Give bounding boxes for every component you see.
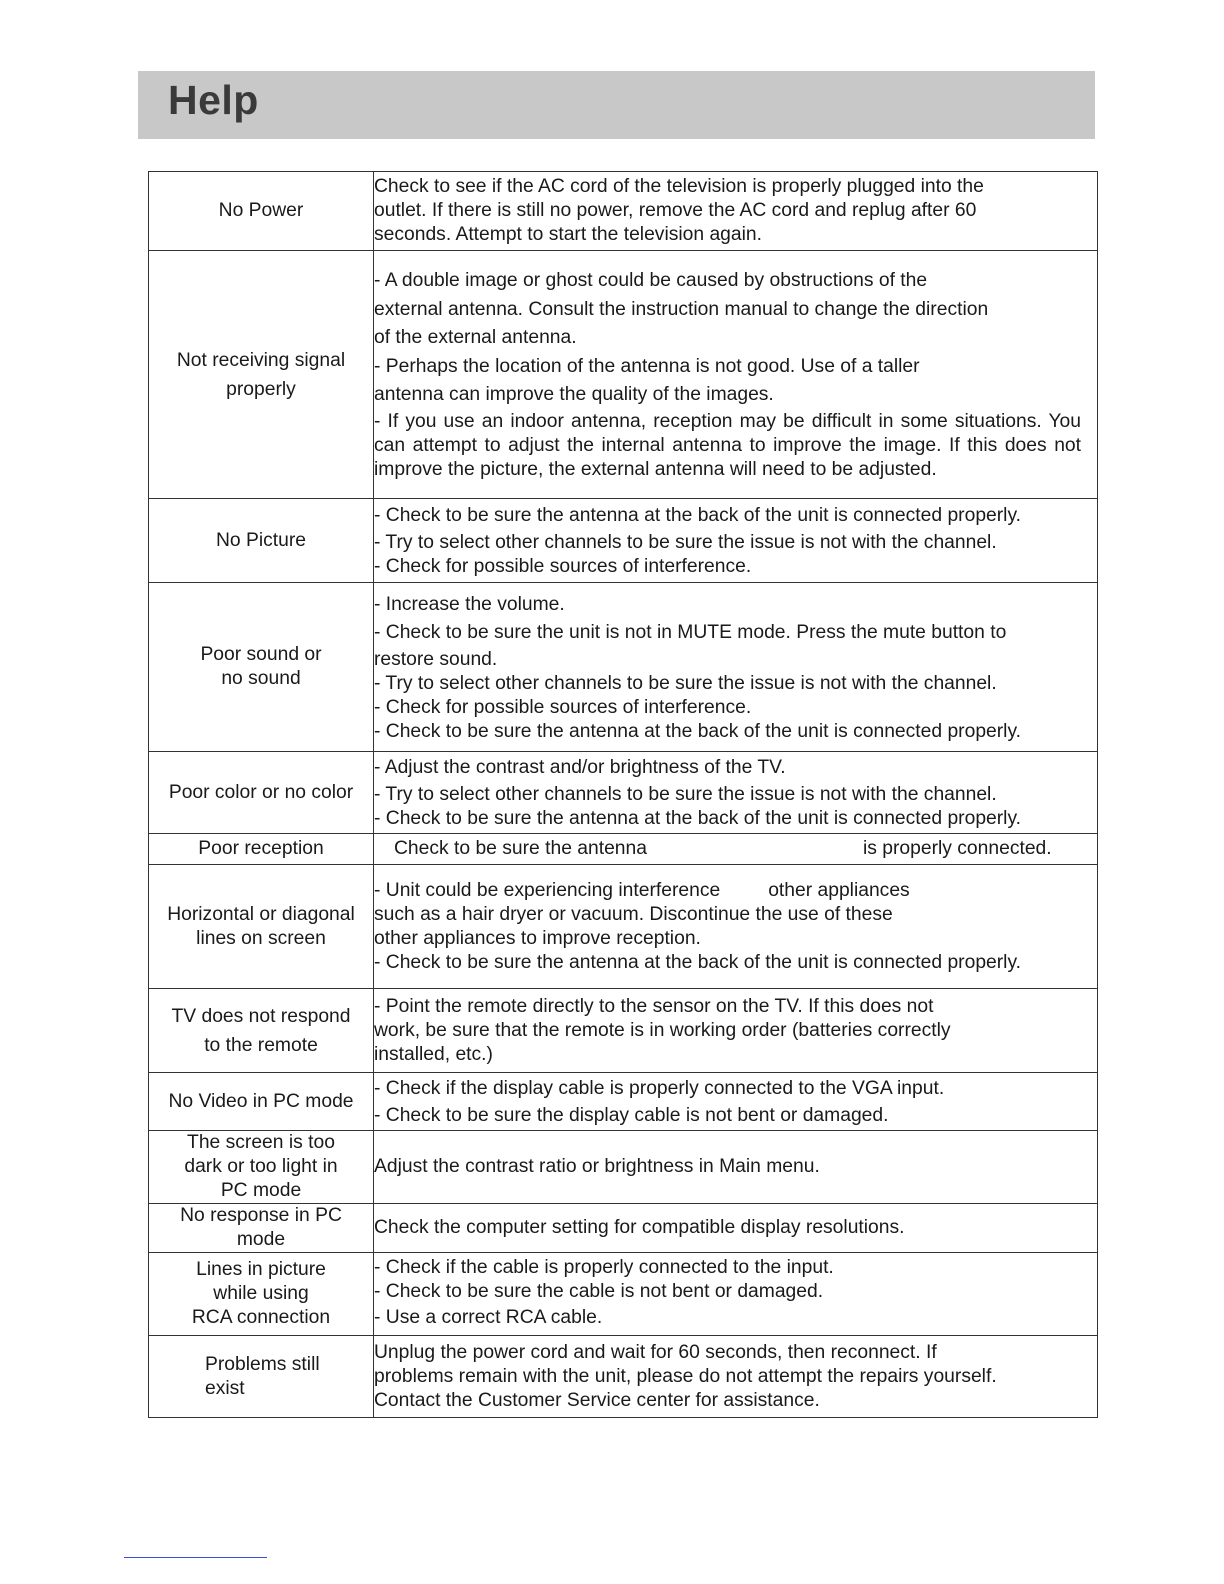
solution-text: Check to see if the AC cord of the television is properly plugged into the (374, 176, 984, 197)
solution-text: installed, etc.) (374, 1043, 493, 1065)
solution-line (394, 837, 1097, 861)
table-row (149, 834, 1098, 865)
problem-cell (149, 834, 374, 865)
problem-cell (149, 1204, 374, 1253)
solution-text: other appliances (768, 879, 910, 901)
solution-cell (374, 1336, 1098, 1418)
problem-cell (149, 172, 374, 251)
solution-text: - Use a correct RCA cable. (374, 1306, 603, 1328)
solution-text: - Check if the cable is properly connected to the input. (374, 1256, 834, 1278)
solution-text: - Check for possible sources of interference. (374, 696, 752, 718)
solution-text: of the external antenna. (374, 327, 577, 349)
table-row (149, 989, 1098, 1073)
problem-text: to the remote (204, 1034, 318, 1056)
solution-text: such as a hair dryer or vacuum. Discontinue the use of these (374, 903, 893, 925)
problem-text: Lines in picture (196, 1259, 326, 1280)
problem-cell (149, 1336, 374, 1418)
problem-text: dark or too light in (184, 1156, 338, 1177)
table-row (149, 251, 1098, 499)
solution-text: problems remain with the unit, please do not attempt the repairs yourself. (374, 1365, 997, 1387)
solution-text: - Check to be sure the antenna at the back of the unit is connected properly. (374, 807, 1022, 829)
table-row (149, 1336, 1098, 1418)
solution-text: - Increase the volume. (374, 593, 565, 615)
problem-cell (149, 865, 374, 989)
solution-text: is properly connected. (862, 838, 1052, 859)
solution-text: - Try to select other channels to be sure the issue is not with the channel. (374, 783, 997, 805)
table-row (149, 752, 1098, 834)
problem-text: mode (236, 1229, 286, 1250)
solution-text: - Try to select other channels to be sure the issue is not with the channel. (374, 672, 997, 694)
problem-cell (149, 583, 374, 752)
solution-text: Adjust the contrast ratio or brightness in Main menu. (374, 1156, 820, 1177)
solution-text: Unplug the power cord and wait for 60 seconds, then reconnect. If (374, 1341, 937, 1363)
solution-text: - Check for possible sources of interference. (374, 555, 752, 577)
solution-text: Contact the Customer Service center for assistance. (374, 1389, 820, 1411)
solution-text: - Check to be sure the antenna at the back of the unit is connected properly. (374, 505, 1022, 527)
solution-text: - Perhaps the location of the antenna is not good. Use of a taller (374, 355, 920, 377)
solution-text: other appliances to improve reception. (374, 927, 701, 949)
problem-text: properly (226, 378, 296, 400)
solution-text: - A double image or ghost could be caused by obstructions of the (374, 270, 928, 292)
problem-text: Poor reception (198, 838, 324, 859)
solution-text: - Unit could be experiencing interference (374, 879, 721, 901)
problem-cell (149, 251, 374, 499)
solution-text: external antenna. Consult the instruction manual to change the direction (374, 298, 989, 320)
problem-text: No response in PC (180, 1205, 342, 1226)
solution-text: - Check to be sure the unit is not in MUTE mode. Press the mute button to (374, 622, 1007, 643)
solution-text: - Check if the display cable is properly connected to the VGA input. (374, 1078, 945, 1100)
table-row (149, 865, 1098, 989)
solution-cell (374, 752, 1098, 834)
solution-text: - Check to be sure the cable is not bent or damaged. (374, 1280, 824, 1302)
table-row (149, 499, 1098, 583)
page-title: Help (168, 77, 259, 123)
header-bar (138, 71, 1095, 139)
problem-text: No Picture (215, 529, 306, 551)
solution-cell (374, 172, 1098, 251)
problem-text: lines on screen (196, 927, 326, 949)
solution-cell (374, 1253, 1098, 1336)
solution-text: antenna can improve the quality of the images. (374, 384, 774, 406)
problem-text: while using (213, 1283, 309, 1304)
problem-text: The screen is too (187, 1132, 335, 1153)
solution-cell (374, 865, 1098, 989)
table-row (149, 583, 1098, 752)
table-row (149, 1131, 1098, 1204)
table-row (149, 1253, 1098, 1336)
problem-text: No Power (218, 200, 304, 221)
solution-cell (374, 583, 1098, 752)
solution-cell (374, 251, 1098, 499)
solution-text: outlet. If there is still no power, remove the AC cord and replug after 60 (374, 200, 977, 221)
solution-cell (374, 834, 1098, 865)
solution-text: seconds. Attempt to start the television again. (374, 224, 762, 245)
problem-text: Poor color or no color (168, 781, 354, 803)
problem-text: Horizontal or diagonal (167, 903, 355, 925)
problem-text: no sound (221, 668, 301, 689)
problem-text: Problems still (205, 1353, 320, 1375)
solution-cell (374, 989, 1098, 1073)
table-row (149, 1073, 1098, 1131)
problem-text: No Video in PC mode (168, 1090, 354, 1112)
footer-link-underline (124, 1557, 267, 1558)
table-row (149, 172, 1098, 251)
solution-text: - Try to select other channels to be sure the issue is not with the channel. (374, 531, 997, 553)
troubleshooting-table (148, 171, 1098, 1418)
solution-cell (374, 1073, 1098, 1131)
solution-text: Check to be sure the antenna (394, 838, 647, 859)
solution-text: restore sound. (374, 648, 498, 670)
problem-text: Not receiving signal (176, 349, 346, 371)
solution-cell (374, 499, 1098, 583)
problem-cell (149, 1131, 374, 1204)
table-row (149, 1204, 1098, 1253)
problem-text: Poor sound or (200, 644, 322, 665)
problem-cell (149, 989, 374, 1073)
solution-cell (374, 1204, 1098, 1253)
solution-text: - If you use an indoor antenna, reception may be difficult in some situations. You can attempt to adjust the internal antenna to improve the image. If this does not improve the picture, the external antenna will need to be adjusted. (374, 410, 1081, 480)
solution-text: - Check to be sure the antenna at the back of the unit is connected properly. (374, 720, 1022, 742)
problem-text: exist (205, 1377, 245, 1399)
solution-text: - Check to be sure the display cable is not bent or damaged. (374, 1104, 889, 1126)
solution-text: - Point the remote directly to the sensor on the TV. If this does not (374, 995, 934, 1017)
problem-text: PC mode (220, 1180, 302, 1201)
solution-text: - Check to be sure the antenna at the back of the unit is connected properly. (374, 951, 1022, 973)
solution-line (374, 879, 1097, 903)
solution-text: work, be sure that the remote is in working order (batteries correctly (374, 1019, 951, 1041)
problem-cell (149, 1073, 374, 1131)
problem-cell (149, 752, 374, 834)
solution-text: - Adjust the contrast and/or brightness of the TV. (374, 757, 786, 779)
problem-text: TV does not respond (171, 1005, 351, 1027)
problem-cell (149, 499, 374, 583)
problem-cell (149, 1253, 374, 1336)
solution-cell (374, 1131, 1098, 1204)
problem-text: RCA connection (191, 1307, 331, 1328)
solution-text: Check the computer setting for compatible display resolutions. (374, 1217, 905, 1238)
